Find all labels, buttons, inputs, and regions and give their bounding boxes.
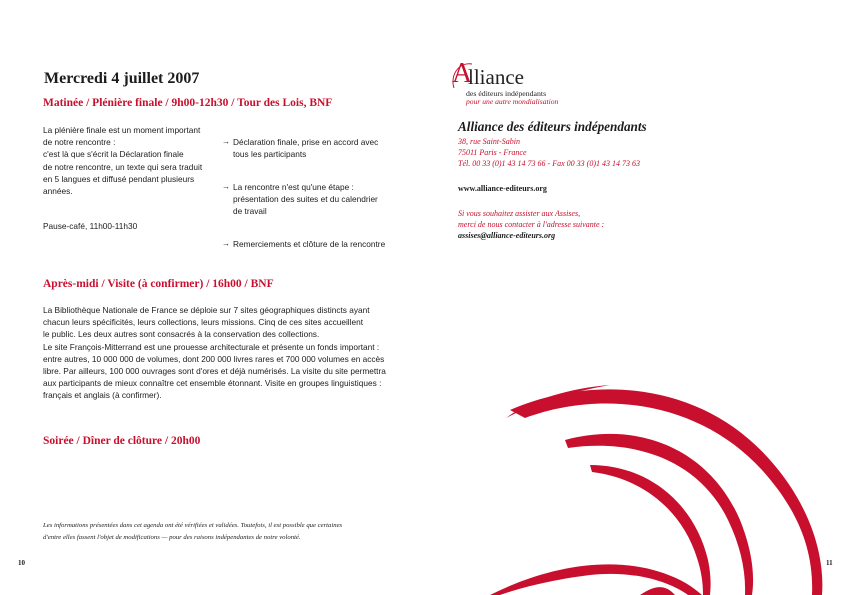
contact-text: Si vous souhaitez assister aux Assises, merci de nous contacter à l'adresse suivante : bbox=[458, 209, 605, 229]
arrow-icon: → bbox=[222, 181, 230, 191]
disclaimer-note: Les informations présentées dans cet agenda ont été vérifiées et validées. Toutefois, il est possible que certaines d'entre elles fassent l'objet de modifications — pour des raisons indépendantes de notre volonté. bbox=[43, 522, 343, 541]
org-name: Alliance des éditeurs indépendants bbox=[458, 119, 647, 134]
list-item-text: Déclaration finale, prise en accord avec tous les participants bbox=[233, 137, 379, 160]
contact-email[interactable]: assises@alliance-editeurs.org bbox=[458, 231, 556, 240]
page-number-right: 11 bbox=[826, 559, 833, 567]
morning-left-text: La plénière finale est un moment important de notre rencontre : c'est là que s'écrit la Déclaration finale de notre rencontre, un texte qui sera traduit en 5 langues et diffusé pendant plusieurs années. bbox=[43, 125, 203, 197]
afternoon-text: La Bibliothèque Nationale de France se déploie sur 7 sites géographiques distincts ayant chacun leurs spécificités, leurs collections, leurs missions. Cinq de ces sites accueillent le public. Les deux autres sont consacrés à la conservation des collections. Le site François-Mitterrand est une prouesse architecturale et présente un fonds important : entre autres, 10 000 000 de volumes, dont 200 000 livres rares et 700 000 volumes en accès libre. Par ailleurs, 100 000 ouvrages sont d'ores et déjà numérisés. La visite du site permettra aux participants de mieux connaître cet ensemble étonnant. Visite en groupes linguistiques : français et anglais (à confirmer). bbox=[43, 305, 386, 401]
arrow-icon: → bbox=[222, 137, 230, 147]
page-number-left: 10 bbox=[18, 559, 25, 567]
logo-subtitle: des éditeurs indépendants bbox=[466, 89, 547, 98]
list-item bbox=[222, 181, 397, 218]
list-item-text: Remerciements et clôture de la rencontre bbox=[233, 238, 386, 249]
list-item-text: La rencontre n'est qu'une étape : présentation des suites et du calendrier de travail bbox=[233, 181, 378, 217]
list-item bbox=[222, 136, 397, 160]
morning-items bbox=[222, 124, 397, 270]
evening-heading: Soirée / Dîner de clôture / 20h00 bbox=[43, 435, 201, 447]
morning-heading: Matinée / Plénière finale / 9h00-12h30 / Tour des Lois, BNF bbox=[43, 97, 333, 109]
decorative-swirl-icon bbox=[470, 370, 850, 595]
list-item bbox=[222, 238, 397, 250]
logo-tagline: pour une autre mondialisation bbox=[466, 97, 559, 106]
afternoon-heading: Après-midi / Visite (à confirmer) / 16h00 / BNF bbox=[43, 278, 274, 290]
website-link[interactable]: www.alliance-editeurs.org bbox=[458, 184, 547, 193]
logo-word: lliance bbox=[468, 65, 524, 89]
address: 38, rue Saint-Sabin 75011 Paris - France Tél. 00 33 (0)1 43 14 73 66 - Fax 00 33 (0)1 43 14 73 63 bbox=[458, 137, 640, 168]
date-heading: Mercredi 4 juillet 2007 bbox=[44, 70, 200, 87]
pause-text: Pause-café, 11h00-11h30 bbox=[43, 221, 138, 231]
alliance-logo bbox=[452, 58, 592, 108]
logo-initial: A bbox=[452, 58, 473, 89]
arrow-icon: → bbox=[222, 238, 230, 248]
